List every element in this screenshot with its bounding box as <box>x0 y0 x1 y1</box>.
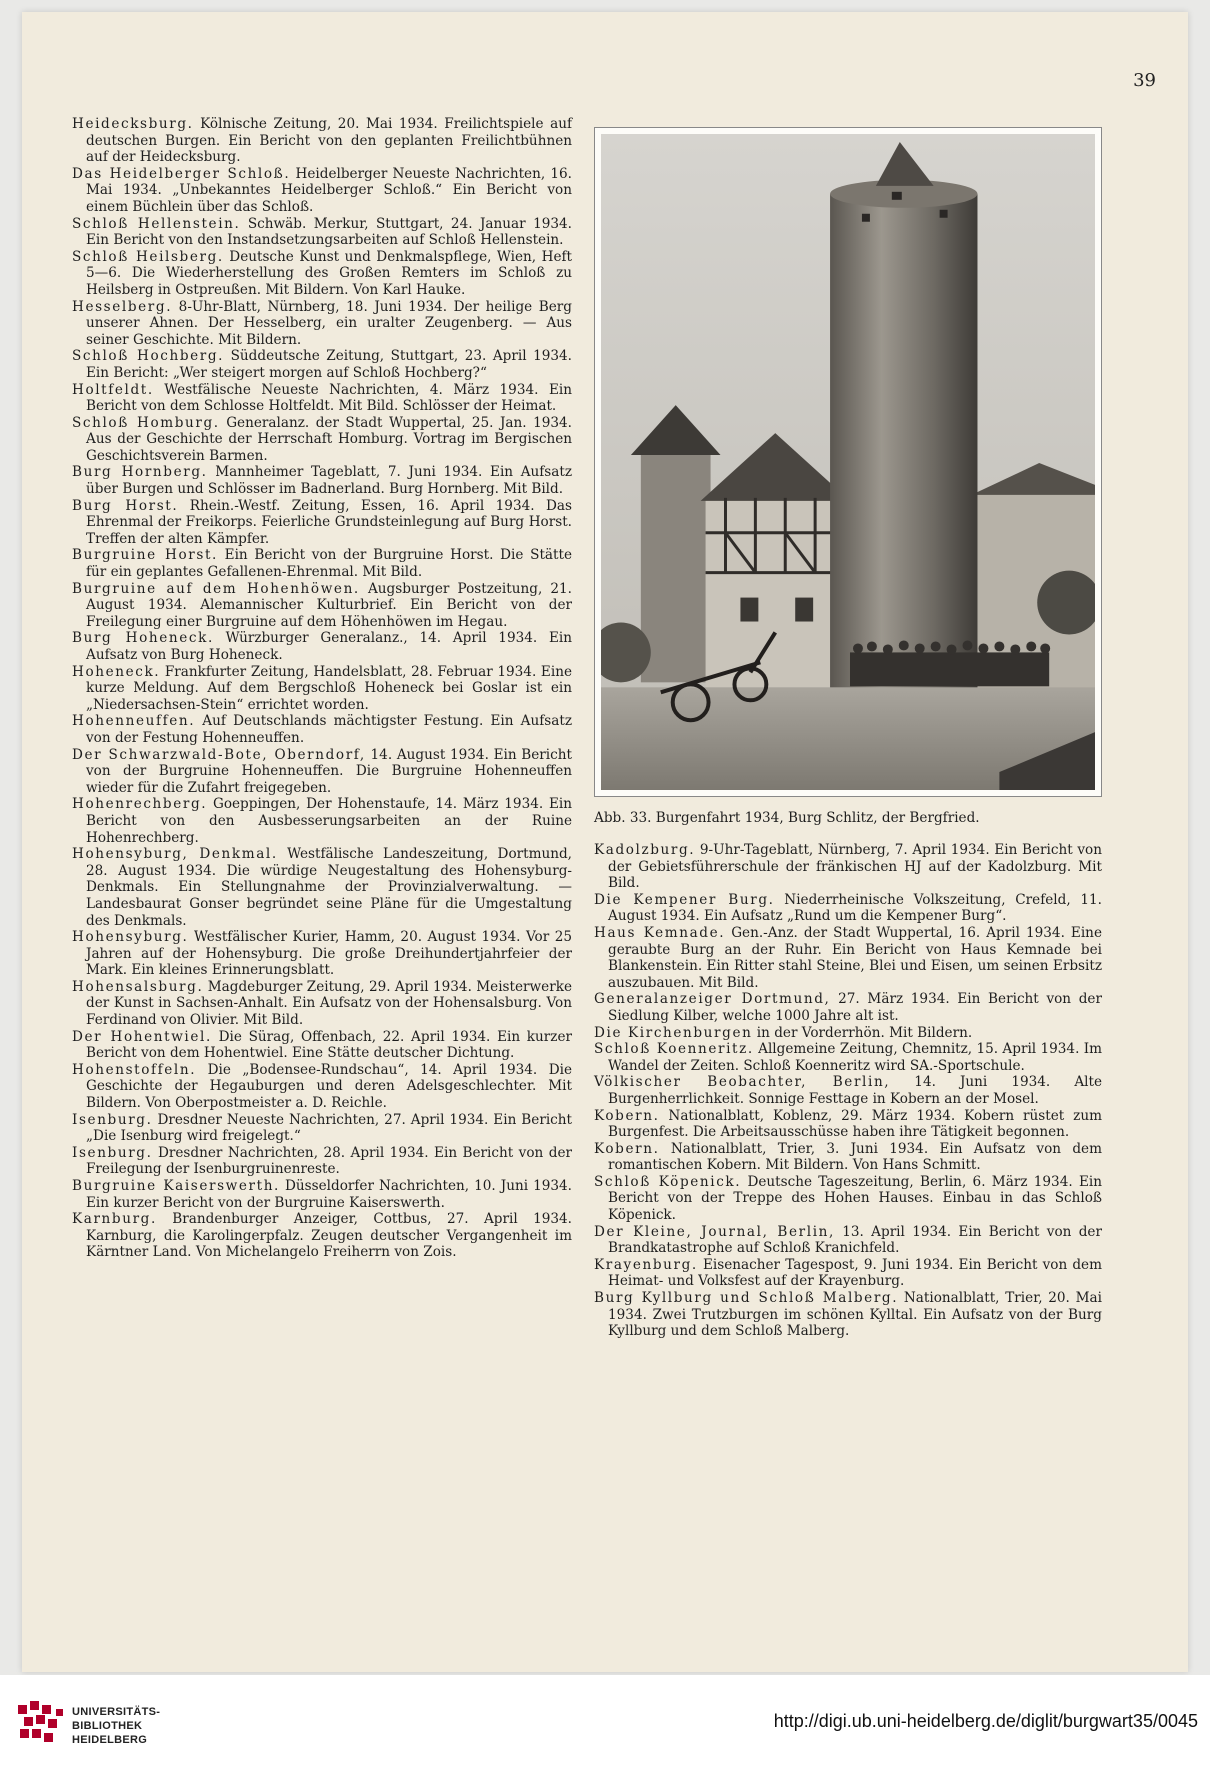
entry-text: Auf Deutschlands mächtigster Festung. Ein Aufsatz von der Festung Hohenneuffen. <box>86 713 572 746</box>
entry-heading: Karnburg. <box>72 1211 157 1228</box>
entry-heading: Isenburg. <box>72 1111 153 1128</box>
entry-heading: Die Kirchenburgen <box>594 1024 753 1041</box>
bibliography-entry <box>72 166 572 216</box>
bibliography-entry <box>72 929 572 979</box>
entry-text: Nationalblatt, Koblenz, 29. März 1934. Kobern rüstet zum Burgenfest. Die Arbeitsausschüsse haben ihre Tätigkeit begonnen. <box>608 1107 1102 1141</box>
bibliography-entry <box>594 991 1102 1024</box>
entry-text: Mannheimer Tageblatt, 7. Juni 1934. Ein Aufsatz über Burgen und Schlösser im Badnerland. Burg Hornberg. Mit Bild. <box>86 464 572 498</box>
entry-heading: Heidecksburg. <box>72 116 194 132</box>
bibliography-entry <box>72 464 572 497</box>
bibliography-entry <box>72 498 572 548</box>
bibliography-entry <box>72 846 572 929</box>
entry-text: Würzburger Generalanz., 14. April 1934. Ein Aufsatz von Burg Hoheneck. <box>86 630 572 663</box>
entry-heading: Burgruine auf dem Hohenhöwen. <box>72 580 360 597</box>
bibliography-entry <box>594 1141 1102 1174</box>
entry-text: 9-Uhr-Tageblatt, Nürnberg, 7. April 1934. Ein Bericht von der Gebietsführerschule der fränkischen HJ auf der Kadolzburg. Mit Bild. <box>608 842 1102 892</box>
entry-heading: Burg Kyllburg und Schloß Malberg. <box>594 1290 899 1307</box>
entry-heading: Haus Kemnade. <box>594 924 726 941</box>
bibliography-entry <box>594 892 1102 925</box>
entry-heading: Burgruine Horst. <box>72 547 218 564</box>
entry-text: Frankfurter Zeitung, Handelsblatt, 28. Februar 1934. Eine kurze Meldung. Auf dem Bergschloß Hoheneck bei Goslar ist ein „Niedersachsen-Stein“ errichtet worden. <box>86 663 572 713</box>
entry-heading: Burg Horst. <box>72 497 179 514</box>
bibliography-entry <box>594 1025 1102 1042</box>
entry-heading: Krayenburg. <box>594 1256 698 1273</box>
entry-text: Niederrheinische Volkszeitung, Crefeld, 11. August 1934. Ein Aufsatz „Rund um die Kempener Burg“. <box>608 891 1102 925</box>
entry-text: Augsburger Postzeitung, 21. August 1934. Alemannischer Kulturbrief. Ein Bericht von der Freilegung einer Burgruine auf dem Höhenhöwen im Hegau. <box>86 580 572 630</box>
bibliography-entry <box>72 249 572 299</box>
entry-text: Eisenacher Tagespost, 9. Juni 1934. Ein Bericht von dem Heimat- und Volksfest auf der Krayenburg. <box>608 1256 1102 1290</box>
bibliography-entry <box>72 1062 572 1112</box>
entry-text: Generalanz. der Stadt Wuppertal, 25. Jan. 1934. Aus der Geschichte der Herrschaft Homburg. Vortrag im Bergischen Geschichtsverein Barmen. <box>86 414 572 464</box>
source-url[interactable]: http://digi.ub.uni-heidelberg.de/diglit/burgwart35/0045 <box>773 1711 1198 1731</box>
bibliography-entry <box>72 547 572 580</box>
entry-text: Ein Bericht von der Burgruine Horst. Die Stätte für ein geplantes Gefallenen-Ehrenmal. Mit Bild. <box>86 547 572 581</box>
entry-heading: Burg Hornberg. <box>72 464 208 481</box>
entry-text: Deutsche Tageszeitung, Berlin, 6. März 1934. Ein Bericht von der Treppe des Hohen Hauses. Einbau in das Schloß Köpenick. <box>608 1173 1102 1224</box>
entry-text: Nationalblatt, Trier, 3. Juni 1934. Ein Aufsatz von dem romantischen Kobern. Mit Bildern. Von Hans Schmitt. <box>608 1140 1102 1174</box>
page-number: 39 <box>1133 70 1156 91</box>
entry-text: Gen.-Anz. der Stadt Wuppertal, 16. April 1934. Eine geraubte Burg an der Ruhr. Ein Bericht von Haus Kemnade bei Blankenstein. Ein Ritter stahl Steine, Blei und Eisen, um seinen Erbsitz auszubauen. Mit Bild. <box>608 924 1102 991</box>
entry-text: Allgemeine Zeitung, Chemnitz, 15. April 1934. Im Wandel der Zeiten. Schloß Koenneritz wird SA.-Sportschule. <box>608 1041 1102 1074</box>
entry-text: in der Vorderrhön. Mit Bildern. <box>752 1024 973 1041</box>
bibliography-entry <box>72 348 572 381</box>
entry-text: Die „Bodensee-Rundschau“, 14. April 1934. Die Geschichte der Hegauburgen und deren Adelsgeschlechter. Mit Bildern. Von Oberpostmeister a. D. Reichle. <box>86 1061 572 1112</box>
entry-heading: Kobern. <box>594 1107 660 1124</box>
entry-text: Dresdner Neueste Nachrichten, 27. April 1934. Ein Bericht „Die Isenburg wird freigelegt.“ <box>86 1111 572 1145</box>
entry-text: Rhein.-Westf. Zeitung, Essen, 16. April 1934. Das Ehrenmal der Freikorps. Feierliche Grundsteinlegung auf Burg Horst. Treffen der alten Kämpfer. <box>86 497 572 547</box>
entry-heading: Schloß Koenneritz. <box>594 1041 754 1058</box>
entry-heading: Hohensyburg, Denkmal. <box>72 846 278 863</box>
entry-text: Kölnische Zeitung, 20. Mai 1934. Freilichtspiele auf deutschen Burgen. Ein Bericht von den geplanten Freilichtbühnen auf der Heidecksburg. <box>86 116 572 166</box>
bibliography-entry <box>72 1211 572 1261</box>
bibliography-entry <box>594 1074 1102 1107</box>
photo-illustration <box>601 134 1095 790</box>
entry-heading: Kobern. <box>594 1140 660 1157</box>
bibliography-entry <box>72 1145 572 1178</box>
bibliography-entry <box>594 925 1102 991</box>
entry-text: 13. April 1934. Ein Bericht von der Brandkatastrophe auf Schloß Kranichfeld. <box>608 1223 1102 1257</box>
bibliography-entry <box>72 1029 572 1062</box>
entry-text: Brandenburger Anzeiger, Cottbus, 27. April 1934. Karnburg, die Karolingerpfalz. Zeugen deutscher Vergangenheit im Kärntner Land. Von Michelangelo Freiherrn von Zois. <box>86 1211 572 1261</box>
entry-text: Deutsche Kunst und Denkmalspflege, Wien, Heft 5—6. Die Wiederherstellung des Großen Remters im Schloß zu Heilsberg in Ostpreußen. Mit Bildern. Von Karl Hauke. <box>86 248 572 298</box>
bibliography-entry <box>72 713 572 746</box>
bibliography-entry <box>594 1041 1102 1074</box>
bibliography-entry <box>72 116 572 166</box>
bibliography-entry <box>72 1112 572 1145</box>
bibliography-entry <box>594 1290 1102 1340</box>
entry-text: Dresdner Nachrichten, 28. April 1934. Ein Bericht von der Freilegung der Isenburgruinenreste. <box>86 1144 572 1178</box>
entry-text: Westfälische Landeszeitung, Dortmund, 28. August 1934. Die würdige Neugestaltung des Hohensyburg-Denkmals. Ein Stellungnahme der Provinzialverwaltung. — Landesbaurat Gonser begründet seine Pläne für die Umgestaltung des Denkmals. <box>86 846 573 929</box>
entry-heading: Generalanzeiger Dortmund, <box>594 991 831 1008</box>
entry-heading: Die Kempener Burg. <box>594 891 775 908</box>
entry-heading: Schloß Heilsberg. <box>72 248 224 265</box>
institution-name <box>72 1705 160 1747</box>
entry-heading: Kadolzburg. <box>594 842 696 858</box>
entry-text: Süddeutsche Zeitung, Stuttgart, 23. April 1934. Ein Bericht: „Wer steigert morgen auf Schloß Hochberg?“ <box>86 348 572 381</box>
bibliography-entry <box>72 630 572 663</box>
bibliography-entry <box>594 1108 1102 1141</box>
entry-heading: Schloß Hellenstein. <box>72 215 241 232</box>
bibliography-entry <box>72 382 572 415</box>
entry-text: Die Sürag, Offenbach, 22. April 1934. Ein kurzer Bericht von dem Hohentwiel. Eine Stätte deutscher Dichtung. <box>86 1028 572 1062</box>
bibliography-entry <box>72 979 572 1029</box>
entry-text: Düsseldorfer Nachrichten, 10. Juni 1934. Ein kurzer Bericht von der Burgruine Kaiserswerth. <box>86 1178 572 1211</box>
entry-text: Goeppingen, Der Hohenstaufe, 14. März 1934. Ein Bericht von den Ausbesserungsarbeiten an der Ruine Hohenrechberg. <box>86 796 572 846</box>
entry-heading: Der Kleine, Journal, Berlin, <box>594 1223 835 1240</box>
entry-heading: Burg Hoheneck. <box>72 630 214 647</box>
castle-tower-photo <box>594 127 1102 797</box>
right-column <box>594 842 1102 1340</box>
entry-text: Westfälische Neueste Nachrichten, 4. März 1934. Ein Bericht von dem Schlosse Holtfeldt. Mit Bild. Schlösser der Heimat. <box>86 381 572 415</box>
footer-bar <box>0 1675 1210 1767</box>
bibliography-entry <box>72 1178 572 1211</box>
document-page <box>22 12 1188 1672</box>
entry-heading: Hohensyburg. <box>72 929 189 946</box>
entry-text: 14. Juni 1934. Alte Burgenherrlichkeit. Sonnige Festtage in Kobern an der Mosel. <box>608 1074 1102 1107</box>
entry-text: Westfälischer Kurier, Hamm, 20. August 1934. Vor 25 Jahren auf der Hohensyburg. Die große Dreihundertjahrfeier der Mark. Ein kleines Erinnerungsblatt. <box>86 929 572 979</box>
entry-heading: Hoheneck. <box>72 663 161 680</box>
entry-heading: Schloß Köpenick. <box>594 1173 742 1190</box>
figure-caption: Abb. 33. Burgenfahrt 1934, Burg Schlitz, der Bergfried. <box>594 810 980 826</box>
bibliography-entry <box>72 415 572 465</box>
entry-heading: Hesselberg. <box>72 298 173 315</box>
entry-heading: Hohensalsburg. <box>72 978 204 995</box>
entry-heading: Isenburg. <box>72 1144 153 1161</box>
entry-heading: Schloß Hochberg. <box>72 348 225 365</box>
bibliography-entry <box>72 581 572 631</box>
entry-text: Magdeburger Zeitung, 29. April 1934. Meisterwerke der Kunst in Sachsen-Anhalt. Ein Aufsatz von der Hohensalsburg. Von Ferdinand von Olivier. Mit Bild. <box>86 978 572 1029</box>
entry-heading: Der Schwarzwald-Bote, Oberndorf, <box>72 746 366 763</box>
bibliography-entry <box>72 664 572 714</box>
bibliography-entry <box>72 747 572 797</box>
entry-heading: Hohenstoffeln. <box>72 1061 197 1078</box>
institution-line: BIBLIOTHEK <box>72 1720 143 1732</box>
entry-text: 14. August 1934. Ein Bericht von der Burgruine Hohenneuffen. Die Burgruine Hohenneuffen wieder für die Zufahrt freigegeben. <box>86 746 572 796</box>
entry-text: Schwäb. Merkur, Stuttgart, 24. Januar 1934. Ein Bericht von den Instandsetzungsarbeiten auf Schloß Hellenstein. <box>86 215 572 249</box>
university-logo-icon <box>12 1697 68 1749</box>
entry-heading: Schloß Homburg. <box>72 414 220 431</box>
left-column <box>72 116 572 1261</box>
bibliography-entry <box>594 1174 1102 1224</box>
bibliography-entry <box>72 796 572 846</box>
bibliography-entry <box>72 299 572 349</box>
bibliography-entry <box>594 842 1102 892</box>
entry-heading: Hohenneuffen. <box>72 713 196 730</box>
institution-line: UNIVERSITÄTS- <box>72 1706 161 1718</box>
entry-heading: Der Hohentwiel. <box>72 1028 212 1045</box>
bibliography-entry <box>594 1224 1102 1257</box>
entry-text: Heidelberger Neueste Nachrichten, 16. Mai 1934. „Unbekanntes Heidelberger Schloß.“ Ein Bericht von einem Büchlein über das Schloß. <box>86 165 573 215</box>
entry-heading: Hohenrechberg. <box>72 796 208 813</box>
entry-heading: Das Heidelberger Schloß. <box>72 165 291 182</box>
entry-text: 8-Uhr-Blatt, Nürnberg, 18. Juni 1934. Der heilige Berg unserer Ahnen. Der Hesselberg, ein uralter Zeugenberg. — Aus seiner Geschichte. Mit Bildern. <box>86 298 572 348</box>
entry-heading: Völkischer Beobachter, Berlin, <box>594 1074 891 1091</box>
entry-text: 27. März 1934. Ein Bericht von der Siedlung Kilber, welche 1000 Jahre alt ist. <box>608 991 1102 1024</box>
entry-text: Nationalblatt, Trier, 20. Mai 1934. Zwei Trutzburgen im schönen Kylltal. Ein Aufsatz von der Burg Kyllburg und dem Schloß Malberg. <box>608 1290 1102 1340</box>
entry-heading: Holtfeldt. <box>72 381 154 398</box>
institution-line: HEIDELBERG <box>72 1734 148 1746</box>
bibliography-entry <box>594 1257 1102 1290</box>
entry-heading: Burgruine Kaiserswerth. <box>72 1178 280 1194</box>
bibliography-entry <box>72 216 572 249</box>
